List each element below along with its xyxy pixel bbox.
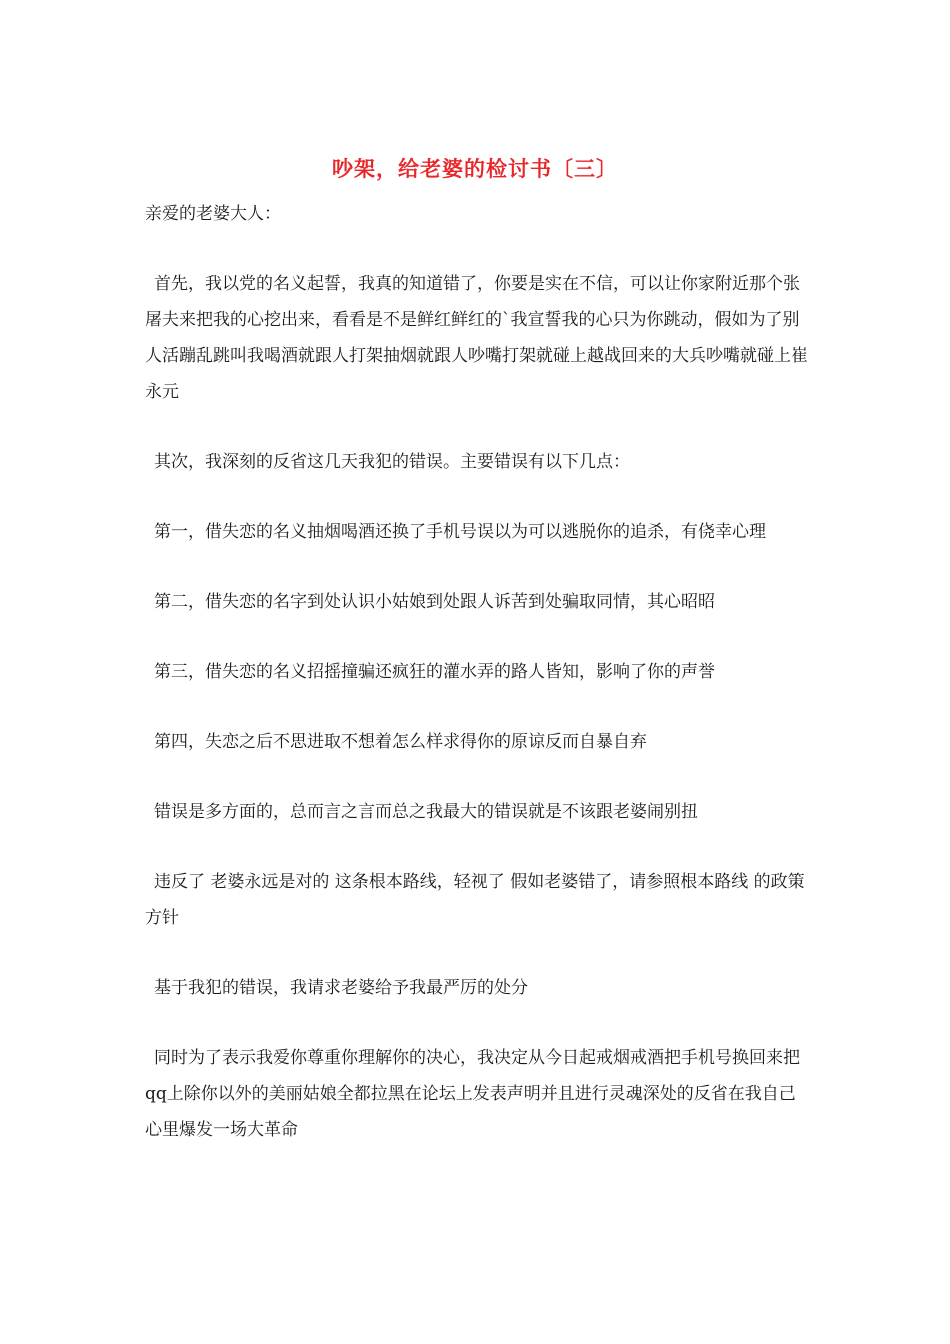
paragraph-resolution: 同时为了表示我爱你尊重你理解你的决心，我决定从今日起戒烟戒酒把手机号换回来把qq上除你以外的美丽姑娘全都拉黑在论坛上发表声明并且进行灵魂深处的反省在我自己心里爆发一场大革命 bbox=[145, 1048, 800, 1140]
paragraph-violation: 违反了 老婆永远是对的 这条根本路线，轻视了 假如老婆错了，请参照根本路线 的政策方针 bbox=[145, 872, 805, 928]
document-body bbox=[145, 196, 810, 1182]
salutation: 亲爱的老婆大人： bbox=[145, 204, 281, 224]
paragraph-reflection-intro: 其次，我深刻的反省这几天我犯的错误。主要错误有以下几点： bbox=[154, 452, 630, 472]
paragraph-oath: 首先，我以党的名义起誓，我真的知道错了，你要是实在不信，可以让你家附近那个张屠夫来把我的心挖出来，看看是不是鲜红鲜红的`我宣誓我的心只为你跳动，假如为了别人活蹦乱跳叫我喝酒就跟人打架抽烟就跟人吵嘴打架就碰上越战回来的大兵吵嘴就碰上崔永元 bbox=[145, 274, 808, 402]
paragraph-mistake-4: 第四，失恋之后不思进取不想着怎么样求得你的原谅反而自暴自弃 bbox=[154, 732, 647, 752]
paragraph-summary: 错误是多方面的，总而言之言而总之我最大的错误就是不该跟老婆闹别扭 bbox=[154, 802, 698, 822]
paragraph-mistake-1: 第一，借失恋的名义抽烟喝酒还换了手机号误以为可以逃脱你的追杀，有侥幸心理 bbox=[154, 522, 766, 542]
document-title: 吵架，给老婆的检讨书〔三〕 bbox=[332, 156, 618, 181]
paragraph-mistake-3: 第三，借失恋的名义招摇撞骗还疯狂的灌水弄的路人皆知，影响了你的声誉 bbox=[154, 662, 715, 682]
paragraph-mistake-2: 第二，借失恋的名字到处认识小姑娘到处跟人诉苦到处骗取同情，其心昭昭 bbox=[154, 592, 715, 612]
paragraph-punishment-request: 基于我犯的错误，我请求老婆给予我最严厉的处分 bbox=[154, 978, 528, 998]
